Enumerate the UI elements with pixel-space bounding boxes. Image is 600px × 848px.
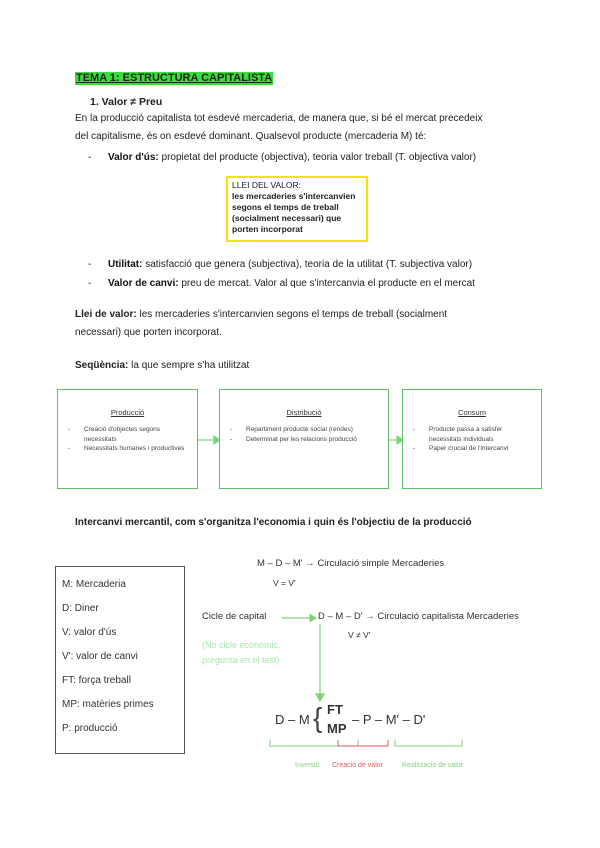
llei-line-1: les mercaderies s'intercanvien segons el temps de treball (socialment [136,309,448,320]
legend-item: P: producció [62,723,118,734]
formula-brace: { [313,702,323,733]
intro-line-1: En la producció capitalista tot esdevé mercaderia, de manera que, si bé el mercat precedeix [75,113,483,124]
capitalist-circulation: D – M – D' → Circulació capitalista Mercaderies [318,611,519,622]
label-inversio: Inversió [295,762,320,769]
sequencia-text: la que sempre s'ha utilitzat [128,360,250,371]
flow-title: Consum [458,408,486,417]
formula-ft: FT [327,702,343,717]
cicle-note: (No cicle econòmic, pregunta en el test) [202,640,281,665]
legend-item: MP: matèries primes [62,699,154,710]
label-creacio-valor: Creació de valor [332,762,383,769]
simple-circulation: M – D – M' → Circulació simple Mercaderies [257,558,445,569]
bullet-term: Valor d'ús: [108,152,159,163]
label-realitzacio-valor: Realització de valor [402,762,464,769]
bullet-valor-us: - Valor d'ús: propietat del producte (objectiva), teoria valor treball (T. objectiva valor) [88,152,477,163]
bullet-text: satisfacció que genera (subjectiva), teoria de la utilitat (T. subjectiva valor) [142,259,473,270]
llei-box-line: porten incorporat [232,224,303,234]
formula-dm: D – M [275,712,310,727]
legend-item: D: Diner [62,603,99,614]
flow-item: - Producte passa a satisfer necessitats individuals [413,426,503,443]
legend-item: M: Mercaderia [62,579,126,590]
flow-title: Producció [110,408,145,417]
legend-item: V: valor d'ús [62,627,117,638]
llei-box-line: segons el temps de treball [232,202,339,212]
flow-item: - Paper crucial de l'intercanvi [413,445,509,452]
bullet-text: preu de mercat. Valor al que s'intercanvia el producte en el mercat [178,278,475,289]
bracket-group-green [270,740,462,746]
bracket-group-red [338,740,388,746]
legend-item: FT: força treball [62,675,131,686]
formula-rest: – P – M' – D' [352,712,426,727]
bracket-realitzacio [395,740,462,746]
legend-item: V': valor de canvi [62,651,138,662]
section-heading-intercanvi: Intercanvi mercantil, com s'organitza l'economia i quin és l'objectiu de la producció [75,517,472,528]
llei-box-line: (socialment necessari) que [232,213,342,223]
intro-line-2: del capitalisme, és on esdevé dominant. Qualsevol producte (mercaderia M) té: [75,131,427,142]
flow-item: - Necessitats humanes i productives [68,445,185,452]
bullet-text: propietat del producte (objectiva), teoria valor treball (T. objectiva valor) [158,152,477,163]
llei-box-line: les mercaderies s'intercanvien [232,191,356,201]
flow-title: Distribució [286,408,322,417]
sequencia-term: Seqüència: [75,360,129,371]
simple-circulation-v: V = V' [273,578,296,588]
capitalist-circulation-v: V ≠ V' [348,630,371,640]
llei-box-heading: LLEI DEL VALOR: [232,180,301,190]
page-title: TEMA 1: ESTRUCTURA CAPITALISTA [76,72,273,84]
cicle-capital-label: Cicle de capital [202,611,267,622]
bullet-term: Valor de canvi: [108,278,179,289]
bullet-utilitat: - Utilitat: satisfacció que genera (subjectiva), teoria de la utilitat (T. subjectiva valor) [88,259,473,270]
bullet-term: Utilitat: [108,259,143,270]
llei-term: Llei de valor: [75,309,137,320]
flow-item: - Creació d'objectes segons necessitats [68,426,161,443]
section-heading-valor-preu: 1. Valor ≠ Preu [90,96,163,108]
flow-item: - Determinat per les relacions producció [230,435,357,443]
bullet-valor-canvi: - Valor de canvi: preu de mercat. Valor al que s'intercanvia el producte en el mercat [88,278,475,289]
bracket-creacio [338,740,388,746]
bracket-inversio [270,740,358,746]
llei-line-2: necessari) que porten incorporat. [75,327,222,338]
formula-mp: MP [327,721,347,736]
flow-item: - Repartiment producte social (rendes) [230,426,353,433]
